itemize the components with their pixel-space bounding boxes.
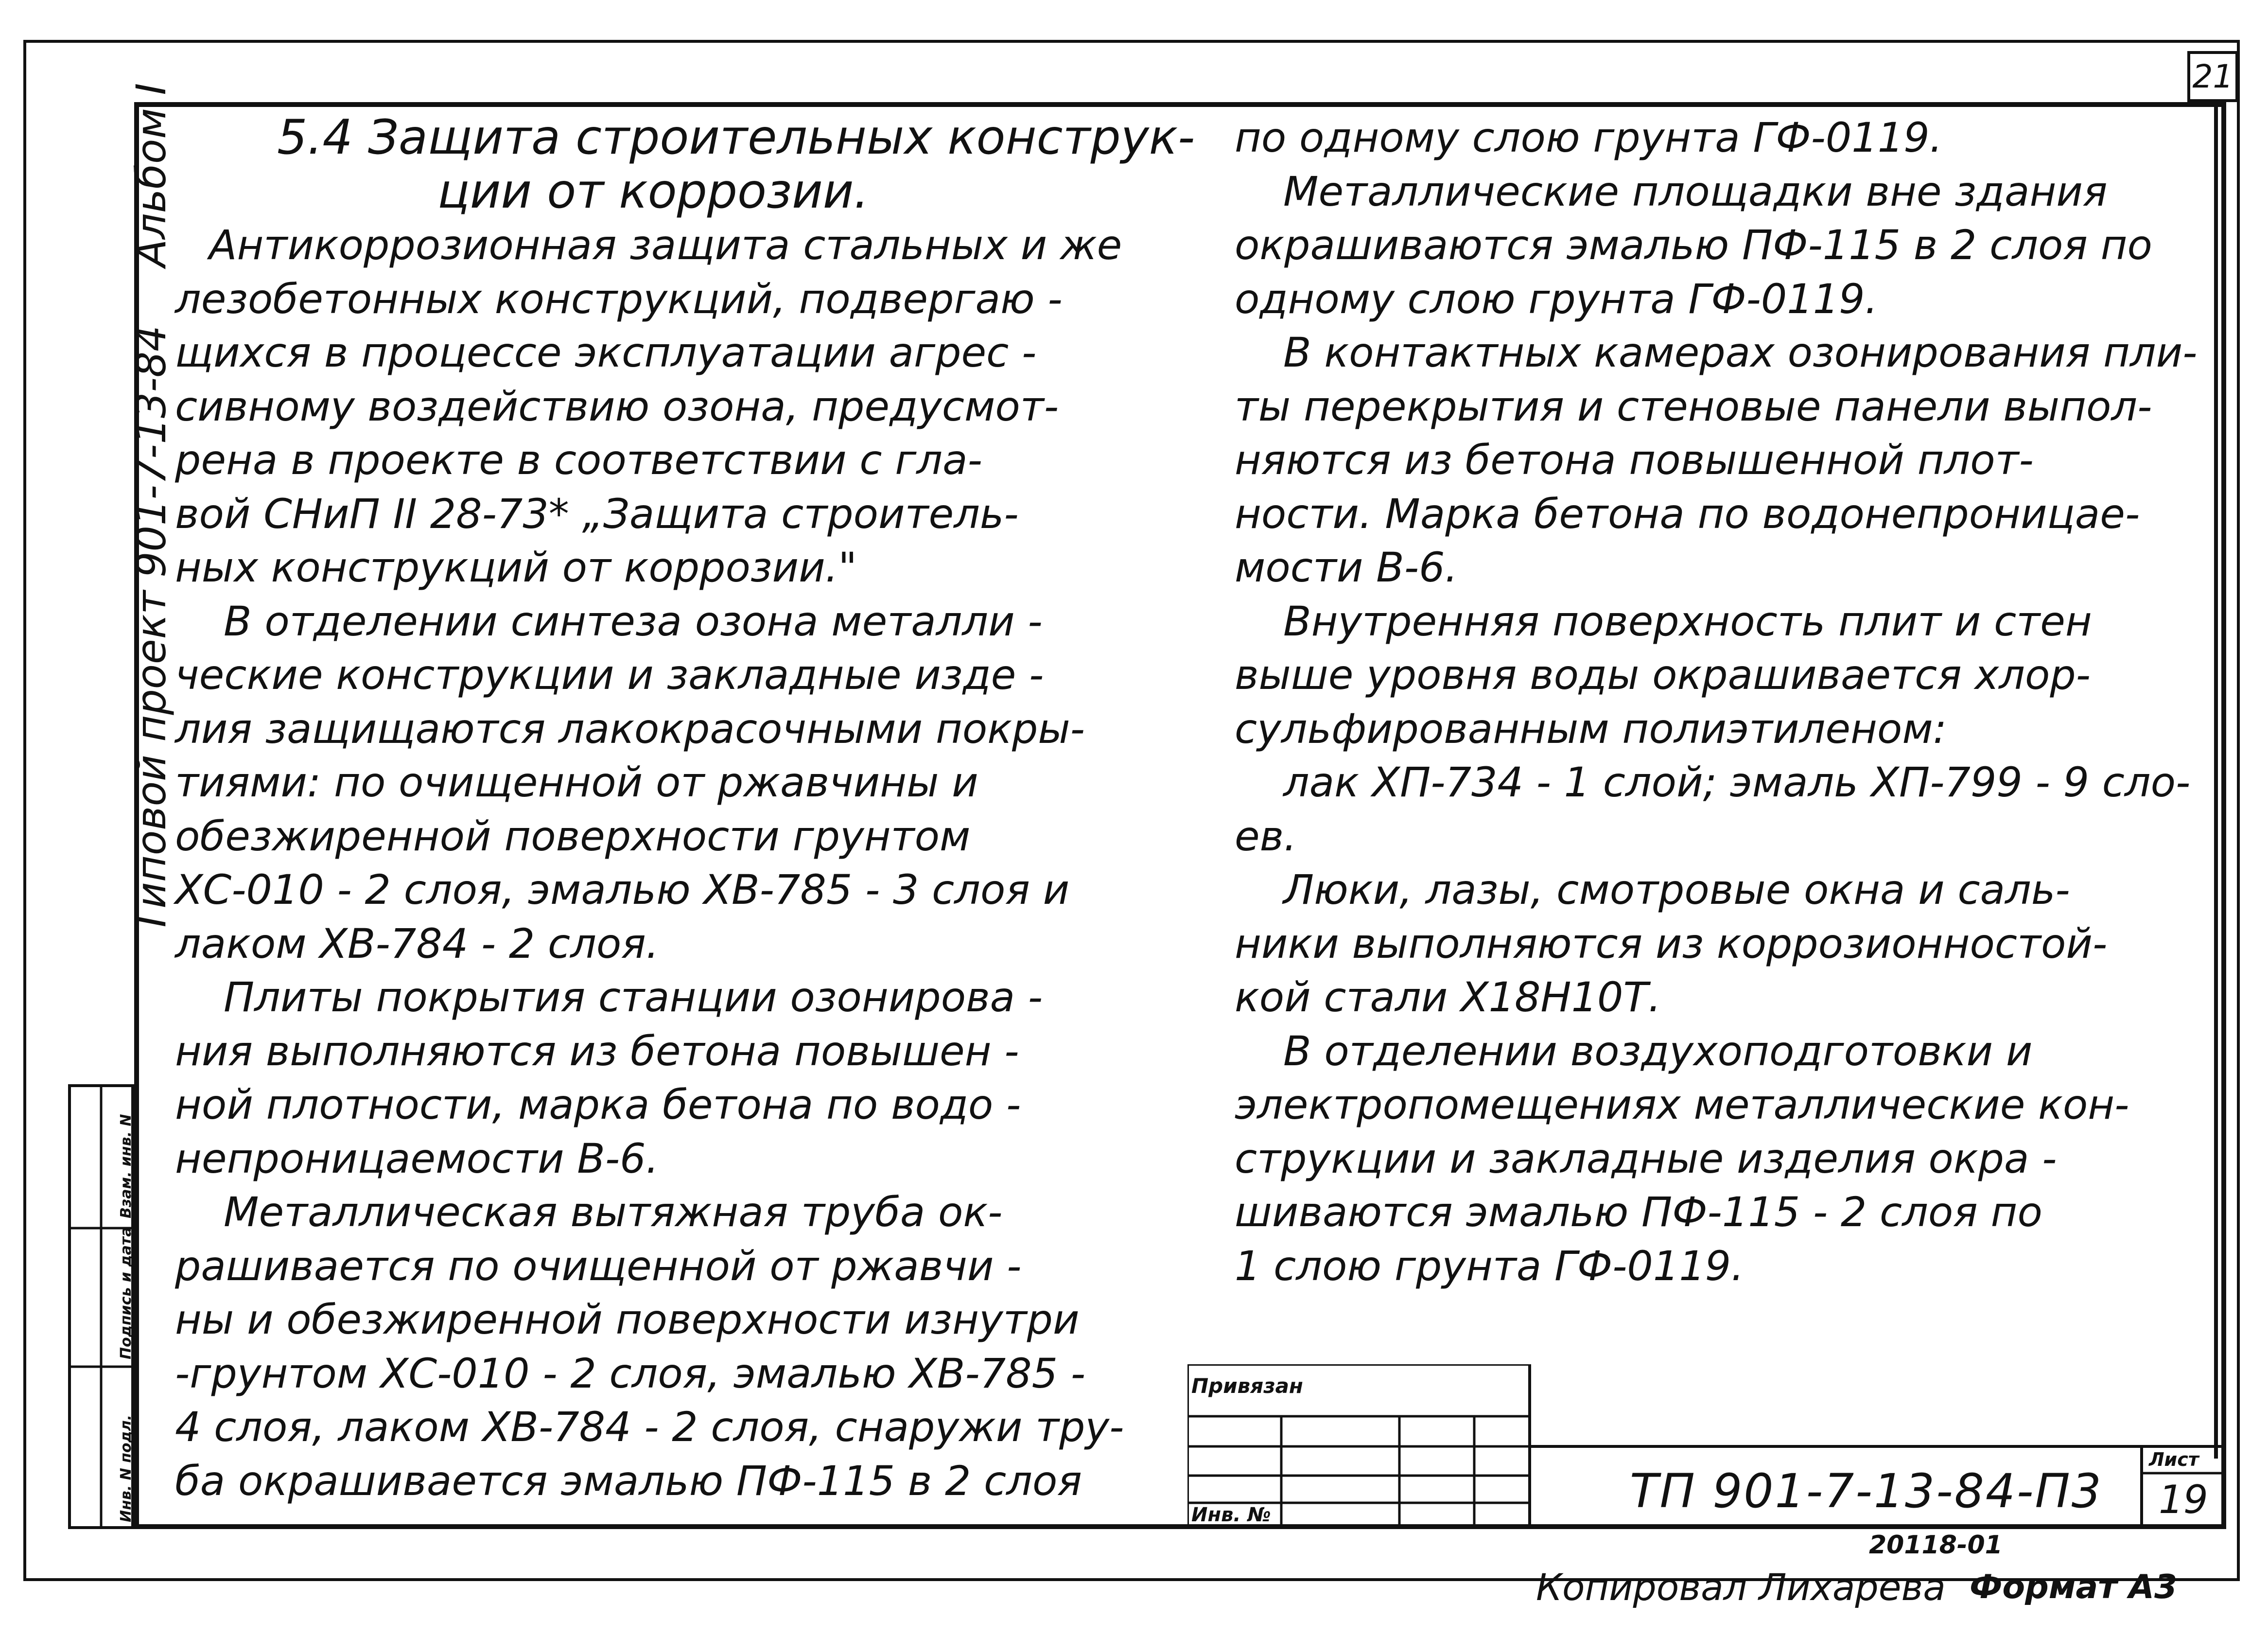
text-line: -грунтом ХС-010 - 2 слоя, эмалью ХВ-785 -: [175, 1349, 1086, 1397]
side-label-replace: Взам. инв. N: [118, 1114, 135, 1218]
text-line: ХС-010 - 2 слоя, эмалью ХВ-785 - 3 слоя и: [175, 866, 1070, 914]
text-line: рашивается по очищенной от ржавчи -: [175, 1242, 1022, 1290]
text-line: вой СНиП II 28-73* „Защита строитель-: [175, 490, 1019, 538]
text-line: Антикоррозионная защита стальных и же: [209, 221, 1122, 269]
text-line: Люки, лазы, смотровые окна и саль-: [1283, 866, 2070, 914]
inv-no-label: Инв. №: [1191, 1504, 1271, 1526]
text-line: ности. Марка бетона по водонепроницае-: [1235, 490, 2140, 538]
text-line: тиями: по очищенной от ржавчины и: [175, 758, 978, 806]
text-line: щихся в процессе эксплуатации агрес -: [175, 329, 1037, 376]
text-line: ев.: [1235, 812, 1297, 860]
text-line: ба окрашивается эмалью ПФ-115 в 2 слоя: [175, 1457, 1082, 1505]
title-block: [1187, 1364, 2226, 1529]
text-line: лезобетонных конструкций, подвергаю -: [175, 275, 1063, 323]
project-label: Типовой проект 901-7-13-84: [127, 325, 175, 933]
text-line: 1 слою грунта ГФ-0119.: [1235, 1242, 1744, 1290]
section-title-cont: ции от коррозии.: [437, 163, 869, 219]
text-line: лия защищаются лакокрасочными покры-: [175, 704, 1085, 753]
left-text-column: [175, 110, 1195, 1508]
text-line: Металлическая вытяжная труба ок-: [224, 1188, 1003, 1236]
text-line: окрашиваются эмалью ПФ-115 в 2 слоя по: [1235, 221, 2152, 269]
text-line: кой стали Х18Н10Т.: [1235, 973, 1661, 1021]
sheet-label: Лист: [2149, 1449, 2199, 1470]
text-line: электропомещениях металлические кон-: [1235, 1081, 2129, 1128]
document-code: ТП 901-7-13-84-П3: [1630, 1464, 2103, 1518]
right-text-column: [1235, 111, 2202, 1293]
section-title: 5.4 Защита строительных конструк-: [277, 110, 1195, 165]
text-line: 4 слоя, лаком ХВ-784 - 2 слоя, снаружи тру-: [175, 1403, 1124, 1451]
side-label-signature: Подпись и дата: [118, 1227, 135, 1359]
text-line: ны и обезжиренной поверхности изнутри: [175, 1296, 1080, 1343]
sheet-number: 19: [2159, 1477, 2208, 1522]
text-line: обезжиренной поверхности грунтом: [175, 812, 971, 860]
text-line: лак ХП-734 - 1 слой; эмаль ХП-799 - 9 сло-: [1283, 758, 2191, 806]
text-line: рена в проекте в соответствии с гла-: [175, 436, 982, 484]
text-line: одному слою грунта ГФ-0119.: [1235, 275, 1878, 323]
album-label: Альбом I: [127, 83, 175, 267]
text-line: Внутренняя поверхность плит и стен: [1283, 597, 2092, 645]
text-line: сивному воздействию озона, предусмот-: [175, 382, 1059, 430]
right-frame-line: [2214, 102, 2218, 1459]
side-title: [127, 83, 175, 933]
text-line: ной плотности, марка бетона по водо -: [175, 1081, 1021, 1128]
text-line: лаком ХВ-784 - 2 слоя.: [175, 919, 659, 968]
text-line: ты перекрытия и стеновые панели выпол-: [1235, 382, 2152, 430]
text-line: ники выполняются из коррозионностой-: [1235, 919, 2108, 968]
text-line: ния выполняются из бетона повышен -: [175, 1027, 1019, 1075]
text-line: В отделении воздухоподготовки и: [1283, 1027, 2033, 1075]
text-line: Металлические площадки вне здания: [1283, 167, 2108, 215]
copied-by: Копировал Лихарева: [1536, 1566, 1946, 1609]
page-number: 21: [2187, 51, 2238, 102]
side-stamp-table: [68, 1084, 134, 1529]
text-line: В контактных камерах озонирования пли-: [1283, 329, 2198, 376]
text-line: мости В-6.: [1235, 544, 1458, 591]
text-line: струкции и закладные изделия окра -: [1235, 1134, 2057, 1182]
side-label-inv: Инв. N подл.: [118, 1414, 135, 1522]
text-line: В отделении синтеза озона металли -: [224, 597, 1043, 645]
text-line: сульфированным полиэтиленом:: [1235, 704, 1947, 753]
text-line: ческие конструкции и закладные изде -: [175, 651, 1044, 699]
privyazan-label: Привязан: [1191, 1374, 1303, 1398]
text-line: няются из бетона повышенной плот-: [1235, 436, 2034, 484]
text-line: Плиты покрытия станции озонирова -: [224, 973, 1043, 1021]
order-number: 20118-01: [1869, 1531, 2003, 1560]
text-line: непроницаемости В-6.: [175, 1134, 659, 1182]
text-line: ных конструкций от коррозии.": [175, 544, 857, 591]
sheet-format: Формат А3: [1970, 1568, 2178, 1606]
text-line: выше уровня воды окрашивается хлор-: [1235, 651, 2091, 699]
text-line: по одному слою грунта ГФ-0119.: [1235, 114, 1943, 161]
text-line: шиваются эмалью ПФ-115 - 2 слоя по: [1235, 1188, 2042, 1236]
